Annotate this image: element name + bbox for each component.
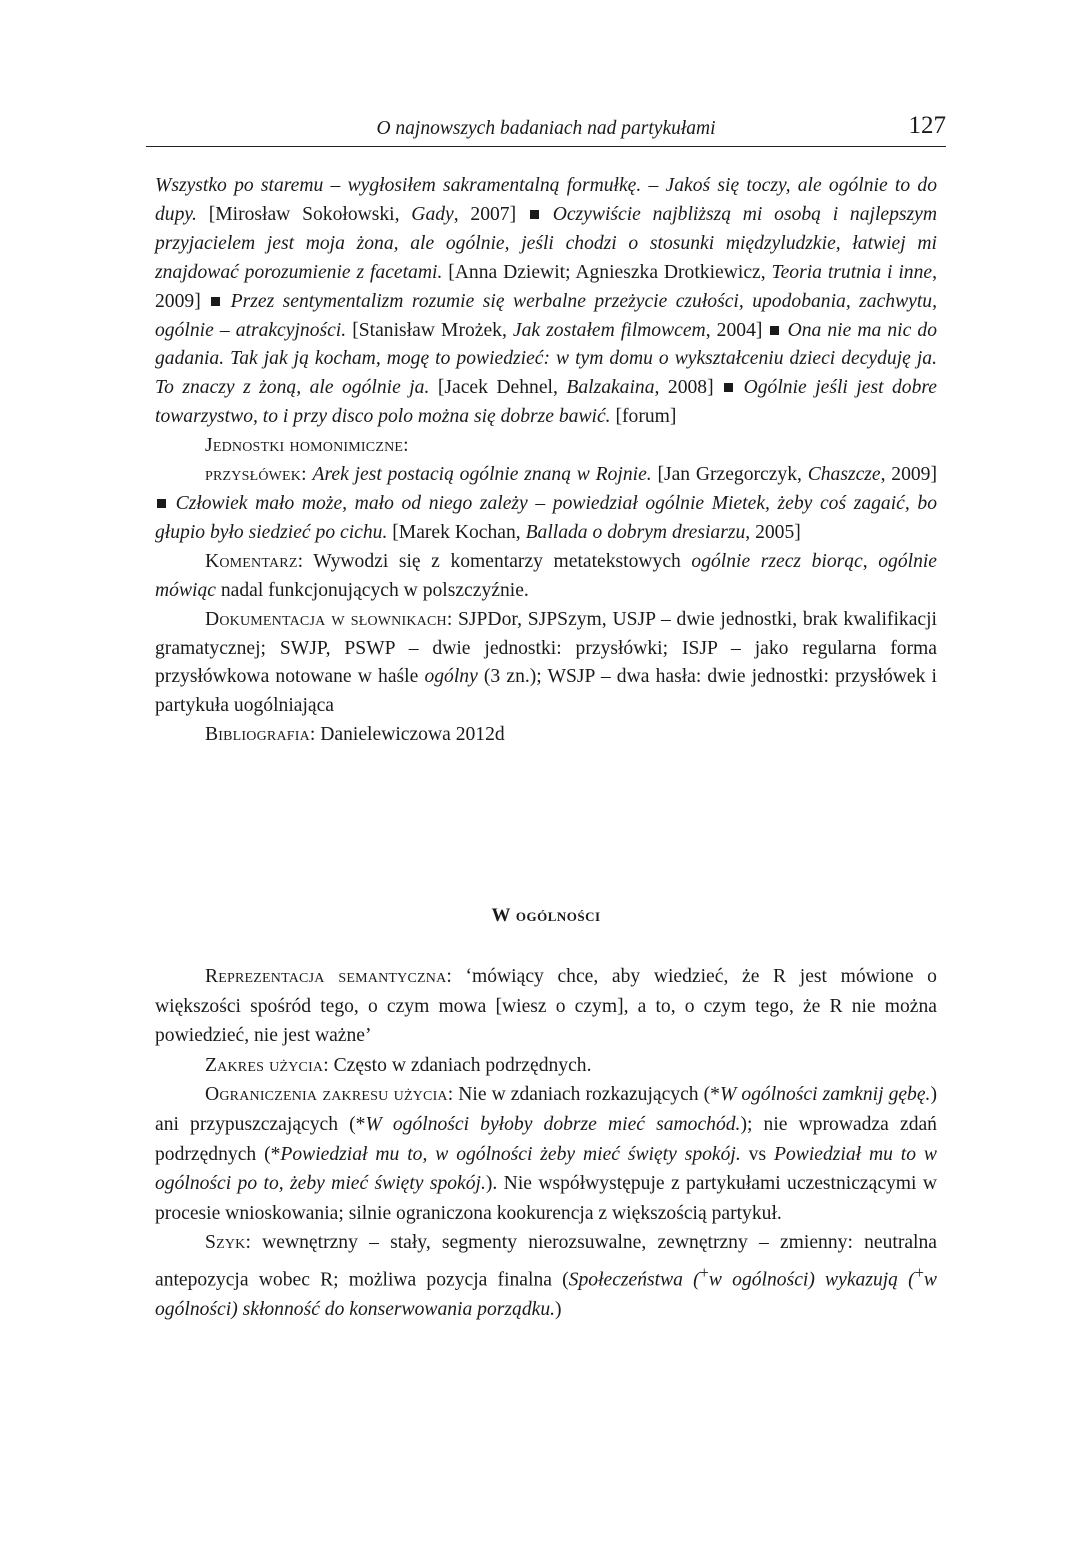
square-bullet-icon: [770, 326, 779, 335]
entry-continuation: [155, 172, 937, 750]
example-4: Ona nie ma nic do gadania. Tak jak ją kocham, mogę to powiedzieć: w tym domu o wykształceniu dzieci decyduję ja. To znaczy z żoną, ale ogólnie ja.: [155, 319, 937, 399]
order-label: Szyk: [205, 1232, 246, 1254]
adverb-example-1: Arek jest postacią ogólnie znaną w Rojnie.: [312, 464, 652, 486]
adverb-source-2: [Marek Kochan, Ballada o dobrym dresiarzu, 2005]: [392, 521, 801, 543]
homonymic-label: Jednostki homonimiczne:: [205, 435, 409, 457]
homonymic-label-paragraph: [155, 432, 937, 461]
order-paragraph: Szyk: wewnętrzny – stały, segmenty nierozsuwalne, zewnętrzny – zmienny: neutralna antepozycja wobec R; możliwa pozycja finalna (Społeczeństwa (+w ogólności) wykazują (+w ogólności) skłonność do konserwowania porządku.): [155, 1232, 937, 1321]
source-4: [Jacek Dehnel, Balzakaina, 2008]: [437, 377, 714, 399]
semantic-label: Reprezentacja semantyczna: [205, 966, 447, 987]
running-title: O najnowszych badaniach nad partykułami: [376, 118, 716, 139]
limits-label: Ograniczenia zakresu użycia: [205, 1084, 448, 1106]
semantic-paragraph: Reprezentacja semantyczna: ‘mówiący chce, aby wiedzieć, że R jest mówione o większości spośród tego, o czym mowa [wiesz o czym], a to, o czym tego, że R nie można powiedzieć, nie jest ważne’: [155, 966, 937, 1047]
documentation-label: Dokumentacja w słownikach: [205, 608, 447, 630]
square-bullet-icon: [157, 499, 166, 508]
example-1: Wszystko po staremu – wygłosiłem sakramentalną formułkę. – Jakoś się toczy, ale ogólnie to do dupy.: [155, 175, 937, 225]
adverb-example-2: Człowiek mało może, mało od niego zależy – powiedział ogólnie Mietek, żeby coś zagaić, bo głupio było siedzieć po cichu.: [155, 492, 937, 543]
scope-paragraph: Zakres użycia: Często w zdaniach podrzędnych.: [205, 1054, 592, 1076]
entry-heading: W ogólności: [491, 905, 601, 926]
source-1: [Mirosław Sokołowski, Gady, 2007]: [208, 203, 517, 225]
square-bullet-icon: [724, 383, 733, 392]
source-3: [Stanisław Mrożek, Jak zostałem filmowcem, 2004]: [352, 319, 763, 341]
adverb-paragraph: [155, 461, 937, 548]
example-5: Ogólnie jeśli jest dobre towarzystwo, to i przy disco polo można się dobrze bawić.: [155, 377, 937, 428]
example-3: Przez sentymentalizm rozumie się werbalne przeżycie czułości, upodobania, zachwytu, ogólnie – atrakcyjności.: [155, 290, 938, 341]
examples-paragraph: [155, 172, 937, 432]
source-2: [Anna Dziewit; Agnieszka Drotkiewicz, Teoria trutnia i inne, 2009]: [155, 261, 937, 312]
adverb-label: przysłówek:: [205, 464, 307, 486]
example-2: Oczywiście najbliższą mi osobą i najlepszym przyjacielem jest moja żona, ale ogólnie, jeśli chodzi o stosunki międzyludzkie, łatwiej mi znajdować porozumienie z facetami.: [155, 203, 938, 283]
page-number: 127: [908, 112, 946, 139]
commentary-label: Komentarz: [205, 550, 298, 572]
running-header: [146, 112, 946, 147]
documentation-paragraph: Dokumentacja w słownikach: SJPDor, SJPSzym, USJP – dwie jednostki, brak kwalifikacji gramatycznej; SWJP, PSWP – dwie jednostki: przysłówki; ISJP – jako regularna forma przysłówkowa notowane w haśle ogólny (3 zn.); WSJP – dwa hasła: dwie jednostki: przysłówek i partykuła uogólniająca: [155, 608, 938, 717]
adverb-source-1: [Jan Grzegorczyk, Chaszcze, 2009]: [657, 464, 937, 486]
scope-label: Zakres użycia: [205, 1054, 324, 1076]
commentary-paragraph: Komentarz: Wywodzi się z komentarzy metatekstowych ogólnie rzecz biorąc, ogólnie mówiąc nadal funkcjonujących w polszczyźnie.: [155, 550, 938, 601]
source-5: [forum]: [615, 406, 677, 428]
square-bullet-icon: [530, 210, 539, 219]
square-bullet-icon: [211, 297, 220, 306]
bibliography-paragraph: Bibliografia: Danielewiczowa 2012d: [205, 724, 505, 746]
limits-paragraph: Ograniczenia zakresu użycia: Nie w zdaniach rozkazujących (*W ogólności zamknij gębę.) ani przypuszczających (*W ogólności byłoby dobrze mieć samochód.); nie wprowadza zdań podrzędnych (*Powiedział mu to, w ogólności żeby mieć święty spokój. vs Powiedział mu to w ogólności po to, żeby mieć święty spokój.). Nie współwystępuje z partykułami uczestniczącymi w procesie wnioskowania; silnie ograniczona kookurencja z większością partykuł.: [155, 1084, 938, 1224]
bibliography-label: Bibliografia: [205, 724, 310, 746]
entry-body: [155, 962, 937, 1325]
